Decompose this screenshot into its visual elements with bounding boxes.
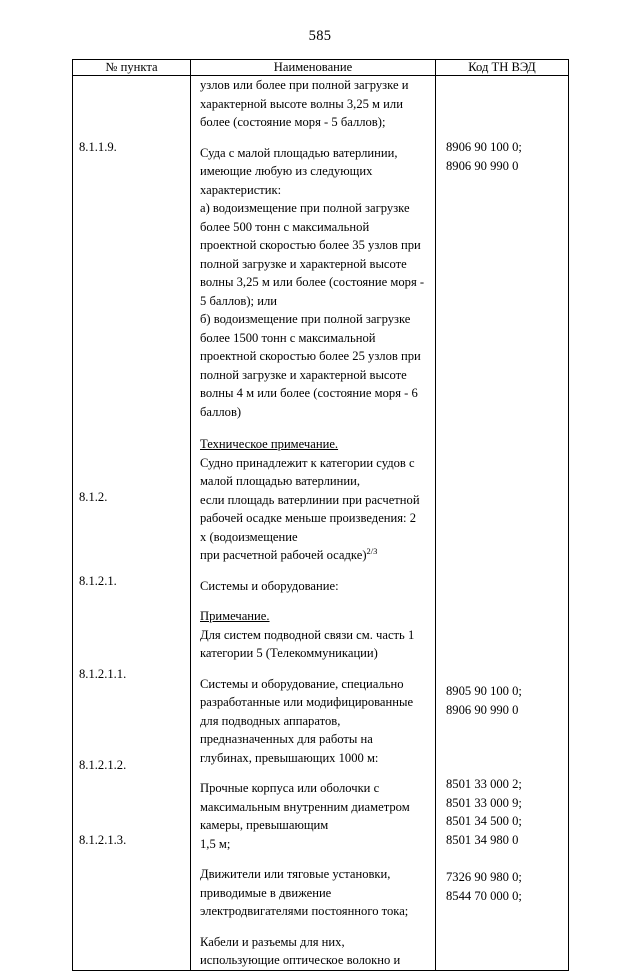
- item-number: 8.1.2.1.3.: [79, 832, 127, 847]
- code-spacer: [446, 719, 562, 775]
- description-line: полной загрузке и характерной высоте: [200, 256, 407, 271]
- description-line: Для систем подводной связи см. часть 1: [200, 627, 415, 642]
- description-line: категории 5 (Телекоммуникации): [200, 646, 378, 661]
- description-line: максимальным внутренним диаметром: [200, 799, 410, 814]
- description-block: [200, 675, 427, 768]
- item-number: 8.1.2.1.1.: [79, 666, 127, 681]
- description-block: [200, 577, 427, 596]
- code-group: [446, 682, 562, 719]
- item-number-spacer: [79, 683, 184, 756]
- description-block: [200, 933, 427, 970]
- description-line: 1,5 м;: [200, 836, 231, 851]
- code-line: 8544 70 000 0;: [446, 888, 522, 903]
- description-line: х (водоизмещение: [200, 529, 298, 544]
- description-line: более 500 тонн с максимальной: [200, 219, 370, 234]
- regulation-table: [72, 59, 569, 971]
- description-line: проектной скоростью более 35 узлов при: [200, 238, 421, 253]
- code-line: 8501 33 000 9;: [446, 795, 522, 810]
- item-number: 8.1.1.9.: [79, 140, 117, 155]
- description-line: Движители или тяговые установки,: [200, 867, 391, 882]
- description-line: [200, 546, 427, 565]
- description-line: волны 3,25 м или более (состояние моря -: [200, 275, 425, 290]
- description-line: малой площадью ватерлинии,: [200, 474, 361, 489]
- description-line: б) водоизмещение при полной загрузке: [200, 312, 411, 327]
- description-block: [200, 76, 427, 132]
- superscript-exponent: 2/3: [366, 545, 378, 556]
- note-title: Примечание.: [200, 609, 270, 624]
- item-number-spacer: [79, 76, 184, 138]
- description-line: Системы и оборудование:: [200, 578, 339, 593]
- description-line: имеющие любую из следующих: [200, 164, 373, 179]
- description-line: глубинах, превышающих 1000 м:: [200, 750, 379, 765]
- description-line: использующие оптическое волокно и: [200, 953, 401, 968]
- cell-descriptions: [191, 76, 436, 971]
- description-line: баллов): [200, 404, 242, 419]
- description-line: приводимые в движение: [200, 885, 332, 900]
- description-line: камеры, превышающим: [200, 818, 329, 833]
- description-line: предназначенных для работы на: [200, 732, 373, 747]
- description-line: а) водоизмещение при полной загрузке: [200, 201, 410, 216]
- page-number: 585: [308, 28, 332, 44]
- description-line: Судно принадлежит к категории судов с: [200, 455, 415, 470]
- cell-codes: [436, 76, 569, 971]
- table-header: [73, 60, 569, 76]
- description-line: узлов или более при полной загрузке и: [200, 78, 409, 93]
- description-line: Прочные корпуса или оболочки с: [200, 781, 380, 796]
- code-spacer: [446, 76, 562, 138]
- code-line: 8501 34 980 0: [446, 832, 519, 847]
- description-line: Кабели и разъемы для них,: [200, 934, 345, 949]
- description-line: волны 4 м или более (состояние моря - 6: [200, 386, 418, 401]
- description-block: [200, 144, 427, 422]
- column-header-item-number: № пункта: [73, 60, 191, 76]
- description-line: электродвигателями постоянного тока;: [200, 904, 409, 919]
- description-line: 5 баллов); или: [200, 293, 277, 308]
- code-line: 8905 90 100 0;: [446, 684, 522, 699]
- item-number: 8.1.2.1.: [79, 574, 117, 589]
- description-block: [200, 779, 427, 853]
- item-number: 8.1.2.: [79, 489, 108, 504]
- description-line: для подводных аппаратов,: [200, 713, 341, 728]
- code-spacer: [446, 849, 562, 868]
- code-line: 8906 90 990 0: [446, 158, 519, 173]
- description-line: рабочей осадке меньше произведения: 2: [200, 511, 417, 526]
- description-line: проектной скоростью более 25 узлов при: [200, 349, 421, 364]
- item-number: 8.1.2.1.2.: [79, 758, 127, 773]
- description-line: характеристик:: [200, 182, 282, 197]
- table-row: [73, 76, 569, 971]
- item-number-spacer: [79, 591, 184, 665]
- description-line: более (состояние моря - 5 баллов);: [200, 115, 386, 130]
- code-line: 8906 90 100 0;: [446, 140, 522, 155]
- code-group: [446, 138, 562, 175]
- column-header-description: Наименование: [191, 60, 436, 76]
- technical-note-title: Техническое примечание.: [200, 437, 339, 452]
- description-line: более 1500 тонн с максимальной: [200, 330, 376, 345]
- description-line: если площадь ватерлинии при расчетной: [200, 492, 420, 507]
- code-line: 8501 33 000 2;: [446, 777, 522, 792]
- description-line: Суда с малой площадью ватерлинии,: [200, 145, 398, 160]
- code-spacer: [446, 175, 562, 682]
- cell-item-numbers: [73, 76, 191, 971]
- code-line: 8501 34 500 0;: [446, 814, 522, 829]
- item-number-spacer: [79, 506, 184, 572]
- column-header-code: Код ТН ВЭД: [436, 60, 569, 76]
- description-line: характерной высоте волны 3,25 м или: [200, 96, 403, 111]
- table-body: [73, 76, 569, 971]
- table-header-row: [73, 60, 569, 76]
- description-line: полной загрузке и характерной высоте: [200, 367, 407, 382]
- description-block: [200, 865, 427, 921]
- description-line: разработанные или модифицированные: [200, 695, 414, 710]
- code-group: [446, 775, 562, 849]
- technical-note-block: [200, 435, 427, 565]
- item-number-spacer: [79, 775, 184, 831]
- code-line: 8906 90 990 0: [446, 702, 519, 717]
- description-text: при расчетной рабочей осадке): [200, 548, 367, 563]
- note-block: [200, 607, 427, 663]
- description-line: Системы и оборудование, специально: [200, 676, 404, 691]
- item-number-spacer: [79, 157, 184, 488]
- code-line: 7326 90 980 0;: [446, 870, 522, 885]
